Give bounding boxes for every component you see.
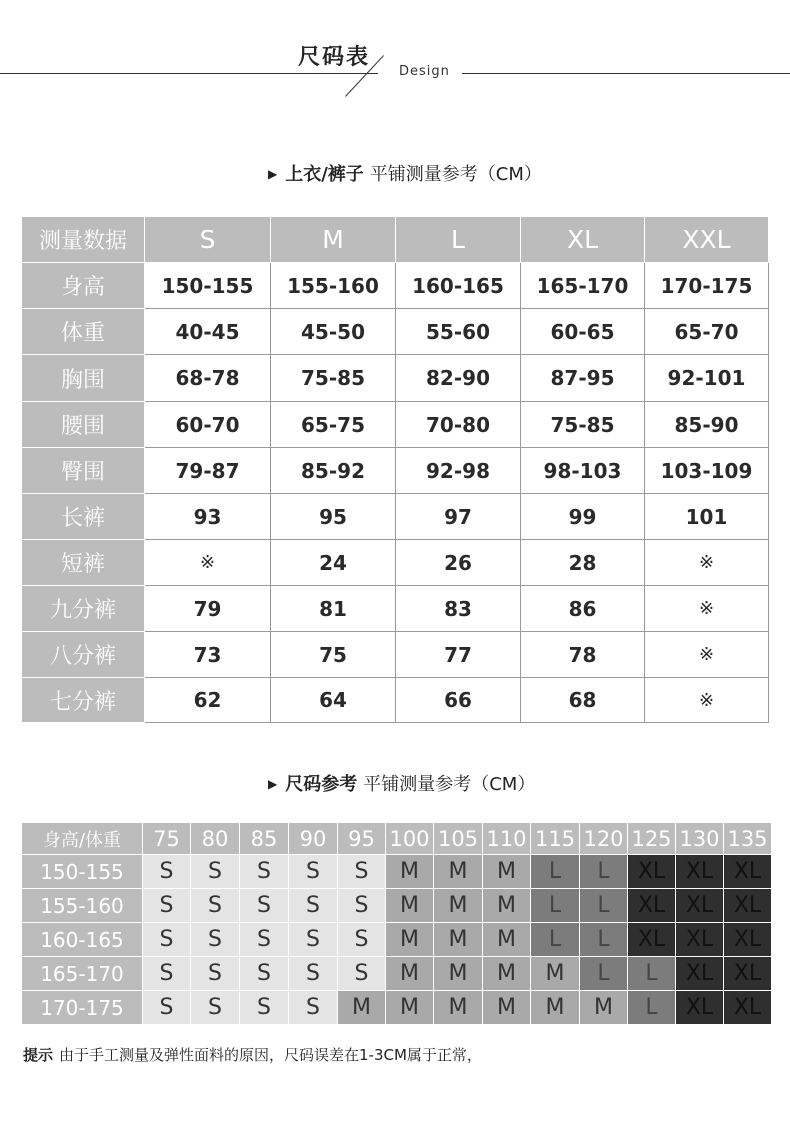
table-cell: 62 (145, 678, 271, 723)
height-label: 155-160 (22, 889, 143, 923)
size-cell: L (531, 923, 580, 957)
table-cell: 45-50 (271, 309, 396, 355)
note-label: 提示 (23, 1046, 54, 1064)
size-cell: M (434, 991, 483, 1025)
table-row (22, 889, 772, 923)
section2-title (268, 770, 535, 796)
table-row (22, 632, 769, 678)
section1-title-bold: 上衣/裤子 (285, 164, 364, 185)
table-cell: 78 (521, 632, 645, 678)
row-label: 长裤 (22, 494, 145, 540)
size-cell: XL (724, 957, 772, 991)
size-cell: S (191, 957, 240, 991)
table-cell: 95 (271, 494, 396, 540)
table-cell: 28 (521, 540, 645, 586)
table-row (22, 494, 769, 540)
row-label: 九分裤 (22, 586, 145, 632)
size-cell: M (483, 991, 531, 1025)
size-cell: S (338, 957, 386, 991)
triangle-icon: ▶ (268, 167, 278, 181)
size-cell: S (143, 855, 191, 889)
table-header-row (22, 217, 769, 263)
table-row (22, 678, 769, 723)
size-cell: L (628, 991, 676, 1025)
height-label: 165-170 (22, 957, 143, 991)
size-cell: S (143, 889, 191, 923)
table-cell: 87-95 (521, 355, 645, 402)
size-cell: XL (628, 923, 676, 957)
height-label: 170-175 (22, 991, 143, 1025)
size-cell: L (580, 957, 628, 991)
size-cell: M (483, 957, 531, 991)
size-cell: M (386, 957, 434, 991)
table-cell: 60-70 (145, 402, 271, 448)
size-cell: M (386, 855, 434, 889)
weight-header: 120 (580, 823, 628, 855)
height-label: 160-165 (22, 923, 143, 957)
table-row (22, 263, 769, 309)
table-cell: 86 (521, 586, 645, 632)
size-cell: XL (676, 957, 724, 991)
table-cell: 70-80 (396, 402, 521, 448)
table-cell: 79 (145, 586, 271, 632)
table-cell: 75-85 (521, 402, 645, 448)
size-cell: S (191, 855, 240, 889)
table-cell: ※ (145, 540, 271, 586)
size-cell: M (386, 889, 434, 923)
size-cell: L (580, 923, 628, 957)
table-cell: 101 (645, 494, 769, 540)
size-cell: XL (628, 855, 676, 889)
note-text: 由于手工测量及弹性面料的原因，尺码误差在1-3CM属于正常， (59, 1046, 482, 1064)
size-cell: L (580, 889, 628, 923)
table-cell: ※ (645, 540, 769, 586)
table-row (22, 923, 772, 957)
size-cell: M (434, 889, 483, 923)
size-cell: M (386, 923, 434, 957)
size-cell: M (483, 889, 531, 923)
table-cell: ※ (645, 678, 769, 723)
table-cell: 65-70 (645, 309, 769, 355)
size-cell: S (289, 855, 338, 889)
table-row (22, 402, 769, 448)
size-cell: M (531, 991, 580, 1025)
column-header: 测量数据 (22, 217, 145, 263)
table-cell: 68-78 (145, 355, 271, 402)
size-cell: L (531, 889, 580, 923)
table-row (22, 540, 769, 586)
size-cell: M (434, 923, 483, 957)
table-cell: 77 (396, 632, 521, 678)
size-cell: S (289, 889, 338, 923)
size-cell: S (191, 923, 240, 957)
table-row (22, 309, 769, 355)
weight-header: 100 (386, 823, 434, 855)
table-cell: 103-109 (645, 448, 769, 494)
column-header: S (145, 217, 271, 263)
table-cell: 55-60 (396, 309, 521, 355)
section2-title-bold: 尺码参考 (285, 774, 358, 795)
weight-header: 105 (434, 823, 483, 855)
table-cell: 165-170 (521, 263, 645, 309)
weight-header: 130 (676, 823, 724, 855)
size-cell: M (386, 991, 434, 1025)
size-cell: S (240, 991, 289, 1025)
table-cell: 160-165 (396, 263, 521, 309)
table-cell: 85-92 (271, 448, 396, 494)
table-cell: 65-75 (271, 402, 396, 448)
page-subtitle: Design (399, 64, 450, 79)
size-cell: L (531, 855, 580, 889)
size-cell: S (289, 957, 338, 991)
table-cell: 64 (271, 678, 396, 723)
table-cell: 98-103 (521, 448, 645, 494)
size-cell: S (289, 991, 338, 1025)
size-cell: M (483, 923, 531, 957)
size-cell: S (240, 855, 289, 889)
row-label: 八分裤 (22, 632, 145, 678)
table-row (22, 957, 772, 991)
row-label: 体重 (22, 309, 145, 355)
size-cell: S (338, 855, 386, 889)
size-cell: XL (676, 991, 724, 1025)
table-header-row (22, 823, 772, 855)
height-label: 150-155 (22, 855, 143, 889)
row-label: 腰围 (22, 402, 145, 448)
weight-header: 95 (338, 823, 386, 855)
weight-header: 80 (191, 823, 240, 855)
weight-header: 125 (628, 823, 676, 855)
page-title: 尺码表 (298, 45, 371, 70)
size-cell: XL (724, 991, 772, 1025)
table-cell: 81 (271, 586, 396, 632)
table-cell: 66 (396, 678, 521, 723)
size-cell: L (628, 957, 676, 991)
size-cell: S (338, 923, 386, 957)
row-label: 胸围 (22, 355, 145, 402)
size-cell: XL (724, 889, 772, 923)
size-measurement-table (21, 216, 769, 723)
size-cell: S (191, 991, 240, 1025)
size-cell: M (483, 855, 531, 889)
table-cell: 68 (521, 678, 645, 723)
size-cell: S (191, 889, 240, 923)
table-cell: 93 (145, 494, 271, 540)
table-cell: 24 (271, 540, 396, 586)
header-divider-right (462, 73, 790, 74)
table-row (22, 855, 772, 889)
table-cell: 75 (271, 632, 396, 678)
table-cell: 92-98 (396, 448, 521, 494)
size-cell: XL (724, 923, 772, 957)
table-cell: 170-175 (645, 263, 769, 309)
size-cell: S (143, 957, 191, 991)
size-cell: XL (676, 855, 724, 889)
column-header: XXL (645, 217, 769, 263)
table-row (22, 355, 769, 402)
size-cell: S (289, 923, 338, 957)
size-cell: S (240, 889, 289, 923)
table-cell: 83 (396, 586, 521, 632)
table-cell: 85-90 (645, 402, 769, 448)
weight-header: 90 (289, 823, 338, 855)
table-cell: 26 (396, 540, 521, 586)
size-cell: XL (676, 889, 724, 923)
table-row (22, 991, 772, 1025)
size-recommendation-table (21, 822, 772, 1025)
table-cell: ※ (645, 632, 769, 678)
size-cell: S (143, 923, 191, 957)
size-cell: XL (676, 923, 724, 957)
table-cell: 155-160 (271, 263, 396, 309)
size-cell: S (240, 923, 289, 957)
section1-title (268, 160, 542, 186)
size-cell: S (143, 991, 191, 1025)
column-header: M (271, 217, 396, 263)
corner-header: 身高/体重 (22, 823, 143, 855)
table-cell: 97 (396, 494, 521, 540)
size-cell: L (580, 855, 628, 889)
size-cell: S (338, 889, 386, 923)
table-cell: 75-85 (271, 355, 396, 402)
weight-header: 135 (724, 823, 772, 855)
size-cell: S (240, 957, 289, 991)
size-cell: M (531, 957, 580, 991)
size-cell: M (434, 855, 483, 889)
row-label: 身高 (22, 263, 145, 309)
row-label: 七分裤 (22, 678, 145, 723)
size-cell: XL (724, 855, 772, 889)
weight-header: 85 (240, 823, 289, 855)
section1-title-light: 平铺测量参考（CM） (369, 164, 542, 185)
weight-header: 75 (143, 823, 191, 855)
row-label: 臀围 (22, 448, 145, 494)
table-cell: 73 (145, 632, 271, 678)
size-cell: M (580, 991, 628, 1025)
table-cell: 60-65 (521, 309, 645, 355)
section2-title-light: 平铺测量参考（CM） (363, 774, 536, 795)
size-cell: M (434, 957, 483, 991)
table-row (22, 448, 769, 494)
row-label: 短裤 (22, 540, 145, 586)
size-cell: XL (628, 889, 676, 923)
table-row (22, 586, 769, 632)
table-cell: 40-45 (145, 309, 271, 355)
table-cell: 92-101 (645, 355, 769, 402)
table-cell: ※ (645, 586, 769, 632)
header-divider-left (0, 73, 378, 74)
triangle-icon: ▶ (268, 777, 278, 791)
table-cell: 79-87 (145, 448, 271, 494)
size-cell: M (338, 991, 386, 1025)
table-cell: 99 (521, 494, 645, 540)
column-header: XL (521, 217, 645, 263)
note (23, 1044, 482, 1065)
table-cell: 150-155 (145, 263, 271, 309)
column-header: L (396, 217, 521, 263)
weight-header: 110 (483, 823, 531, 855)
weight-header: 115 (531, 823, 580, 855)
table-cell: 82-90 (396, 355, 521, 402)
